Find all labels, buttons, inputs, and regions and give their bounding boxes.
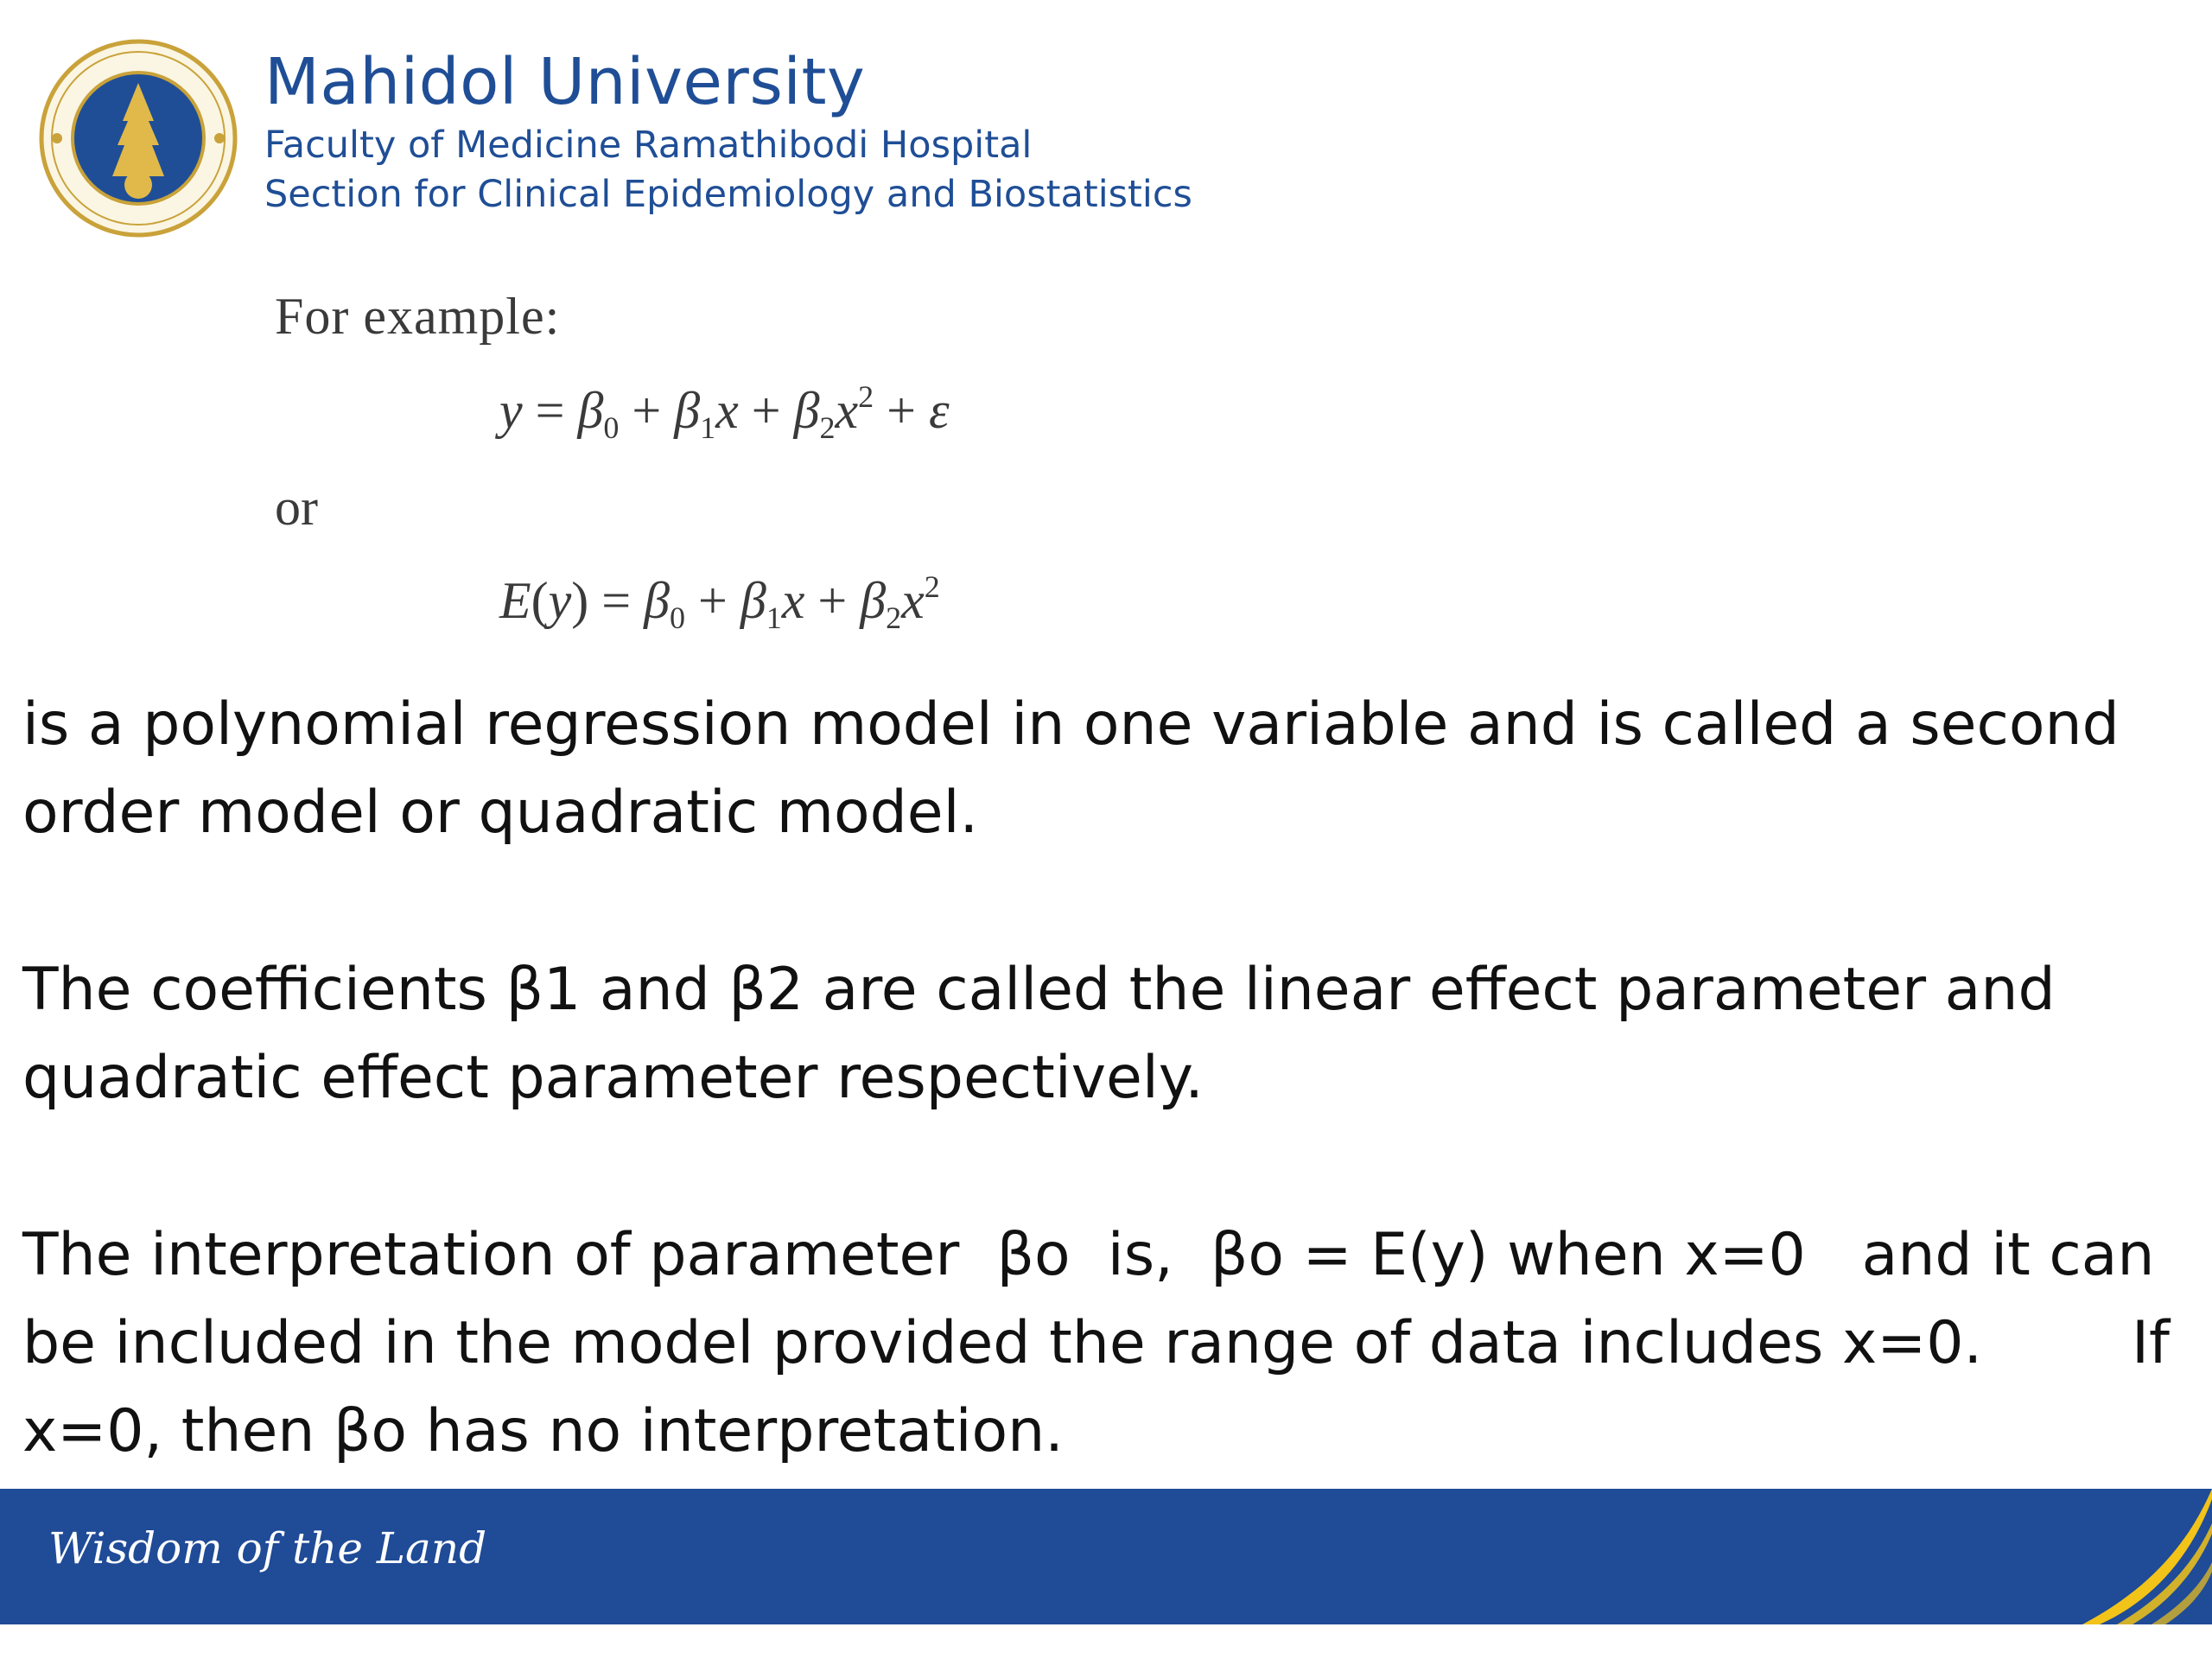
university-name: Mahidol University [264,45,866,119]
faculty-name: Faculty of Medicine Ramathibodi Hospital [264,124,1033,167]
example-intro: For example: [275,288,561,345]
text-line: be included in the model provided the range of data includes x=0. If [22,1309,2170,1377]
gold-swoosh-icon [2048,1489,2212,1624]
mahidol-seal-logo [38,38,238,238]
text-line: quadratic effect parameter respectively. [22,1044,1204,1112]
text-line: The coefficients β1 and β2 are called the linear effect parameter and [22,956,2056,1024]
text-line: is a polynomial regression model in one variable and is called a second [22,690,2120,759]
bottom-margin [0,1624,2212,1659]
paragraph-coefficients [22,946,2183,1122]
text-line: x=0, then βo has no interpretation. [22,1397,1064,1465]
equation-quadratic-with-error: $y = \beta_0 + \beta_1x + \beta_2x^2 + \varepsilon$ [499,379,950,445]
paragraph-model-description [22,681,2183,857]
equation-expected-value: $E(y) = \beta_0 + \beta_1x + \beta_2x^2$ [499,569,940,635]
text-line: The interpretation of parameter βo is, βo = E(y) when x=0 and it can [22,1221,2155,1289]
section-name: Section for Clinical Epidemiology and Biostatistics [264,173,1192,216]
footer-motto: Wisdom of the Land [48,1523,487,1573]
text-line: order model or quadratic model. [22,779,979,847]
example-connector: or [275,479,318,536]
footer-banner [0,1489,2212,1624]
paragraph-intercept-interpretation [22,1211,2200,1476]
